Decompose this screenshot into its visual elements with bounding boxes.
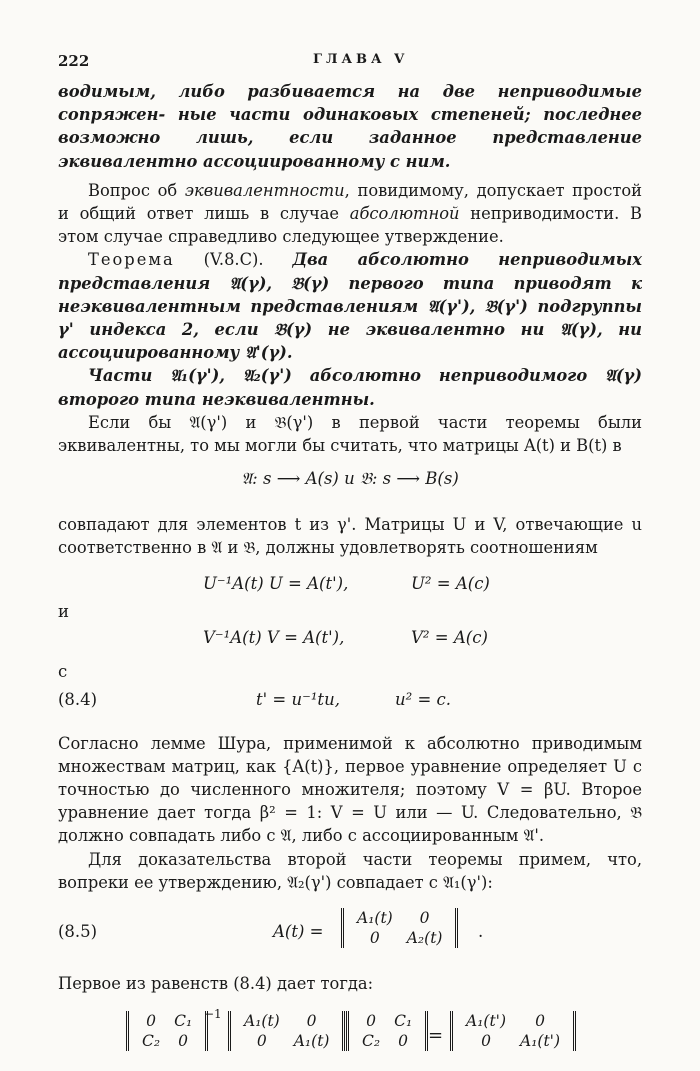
matrix-A-block [341,908,458,948]
matrix-cell: A₁(t') [466,1012,506,1031]
equation-U [58,568,642,602]
p1-line-3: если заданное представление эквивалентно ассоциированному [58,128,642,171]
page [58,52,642,1071]
equation-8-4-label: (8.4) [58,689,98,709]
matrix-cell: A₂(t) [406,929,443,948]
p1-line-1: водимым, либо разбивается на две неприводимые сопряжен- [58,82,642,125]
equation-8-4 [58,684,642,724]
matrix-A1-t [228,1011,345,1051]
matrix-cell: 0 [256,1032,267,1051]
matrix-cell: 0 [306,1012,317,1031]
matrix-cell: C₁ [174,1012,193,1031]
paragraph-3: Если бы 𝔄(γ') и 𝔅(γ') в первой части теоремы были эквивалентны, то мы могли бы считать, что матрицы A(t) и B(t) в [58,412,642,456]
theorem-ref: (V.8.C). [174,250,293,270]
p1-line-2: ные части одинаковых степеней; последнее возможно лишь, [58,105,643,148]
equation-U-left: U⁻¹A(t) U = A(t'), [203,573,349,593]
matrix-cell: A₁(t) [293,1032,330,1051]
theorem-part-2: Части 𝔄₁(γ'), 𝔄₂(γ') абсолютно неприводимого 𝔄(γ) второго типа неэквивалентны. [58,366,642,409]
matrix-cell: A₁(t') [520,1032,560,1051]
matrix-cell: A₁(t) [244,1012,280,1031]
paragraph-4: совпадают для элементов t из γ'. Матрицы U и V, отвечающие u соответственно в 𝔄 и 𝔅, должны удовлетворять соотношениям [58,515,642,558]
inverse-exponent: −1 [204,1007,222,1022]
page-number: 222 [58,52,90,70]
matrix-C-1 [126,1011,208,1051]
theorem-text: Два абсолютно неприводимых представления 𝔄(γ), 𝔅(γ) первого типа приводят к неэквивалентным представлениям 𝔄(γ'), 𝔅(γ') подгруппы γ' индекса 2, если 𝔅(γ) не эквивалентно ни 𝔄(γ), ни ассоциированному 𝔄'(γ). [58,250,643,363]
matrix-cell: 0 [369,929,380,948]
equation-8-5-lhs: A(t) = [273,922,324,942]
matrix-cell: C₂ [142,1032,161,1051]
theorem-name: Теорема [88,250,175,270]
matrix-cell: 0 [366,1012,376,1031]
equation-V-left: V⁻¹A(t) V = A(t'), [203,627,345,647]
word-with-row [58,662,642,684]
word-and: и [58,601,69,621]
p2-text-a: Вопрос об [88,180,185,200]
p1-line-4: с ним. [390,151,451,171]
equation-8-5-end: . [478,922,484,942]
equation-V [58,628,642,662]
paragraph-5: Согласно лемме Шура, применимой к абсолютно приводимым множествам матриц, как {A(t)}, первое уравнение определяет U с точностью до численного множителя; поэтому V = βU. Второе уравнение дает тогда β² = 1: V = U или — U. Следовательно, 𝔅 должно совпадать либо с 𝔄, либо с ассоциированным 𝔄'. [58,733,642,846]
matrix-cell: 0 [535,1012,545,1031]
matrix-cell: 0 [398,1032,409,1051]
paragraph-7: Первое из равенств (8.4) дает тогда: [58,974,374,994]
p2-text-e: неприводимости. В этом случае справедливо следующее утверждение. [58,204,642,247]
matrix-cell: C₁ [394,1012,413,1031]
paragraph-1 [58,80,642,173]
matrix-cell: 0 [419,909,430,928]
equation-8-5 [58,904,642,964]
p2-text-c: , повидимому, допускает простой и общий ответ лишь в случае [58,180,643,224]
theorem [58,248,642,364]
chapter-title: ГЛАВА V [313,52,409,67]
matrix-cell: A₁(t) [357,909,393,928]
equation-8-4-right: u² = c. [395,689,452,709]
page-header [58,52,642,80]
p2-emph-equivalence: эквивалентности [184,180,345,200]
equation-U-right: U² = A(c) [411,573,490,593]
matrix-A1-t-prime [450,1011,576,1051]
paragraph-6: Для доказательства второй части теоремы примем, что, вопреки ее утверждению, 𝔄₂(γ') совпадает с 𝔄₁(γ'): [58,849,642,892]
equation-8-4-left: t' = u⁻¹tu, [256,689,340,709]
equation-8-5-label: (8.5) [58,922,98,942]
matrix-cell: 0 [178,1032,189,1051]
word-with: с [58,661,68,681]
equation-V-right: V² = A(c) [411,627,488,647]
matrix-cell: 0 [146,1012,156,1031]
formula-mappings: 𝔄: s ⟶ A(s) и 𝔅: s ⟶ B(s) [241,469,459,489]
equals-sign: = [428,1025,444,1047]
p2-emph-absolute: абсолютной [349,204,460,224]
final-matrix-equation [58,1005,642,1071]
matrix-cell: 0 [481,1032,491,1051]
paragraph-2 [58,179,642,249]
word-and-row [58,602,642,628]
matrix-C-2 [346,1011,428,1051]
matrix-cell: C₂ [362,1032,381,1051]
